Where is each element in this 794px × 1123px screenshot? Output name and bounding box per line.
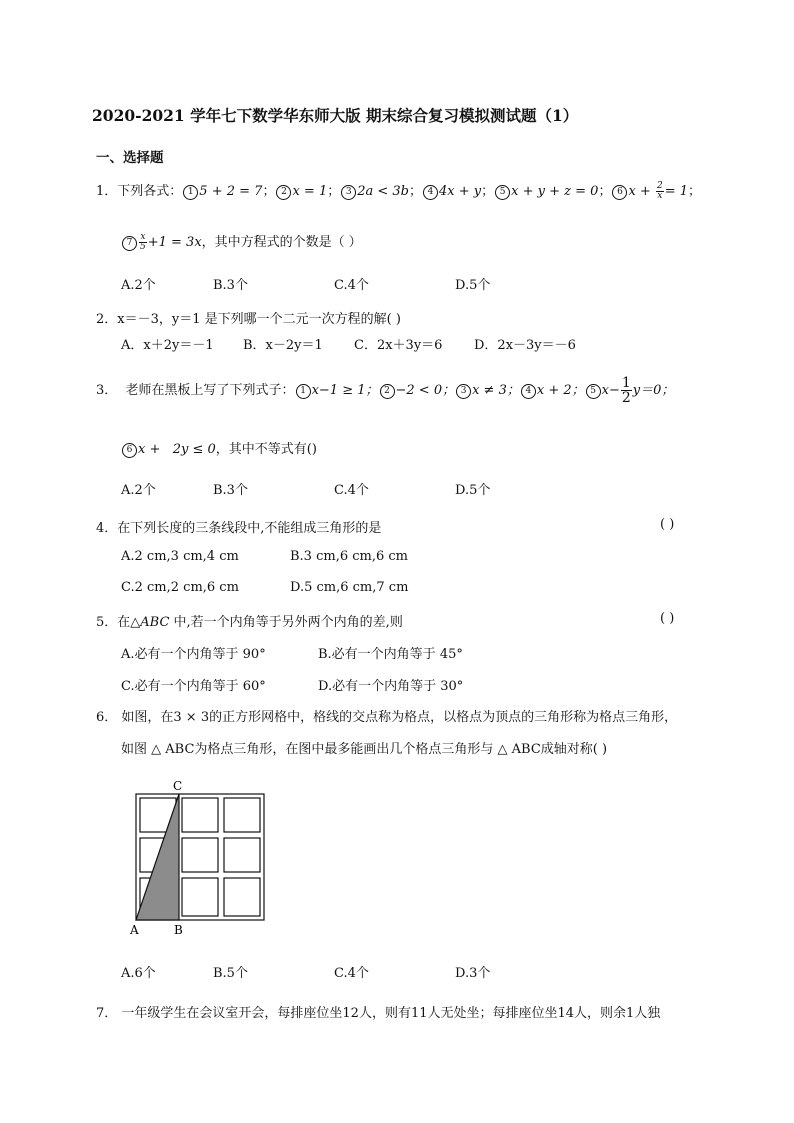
grid-cell xyxy=(182,878,218,916)
option-d[interactable]: D.5个 xyxy=(455,483,491,498)
option-c[interactable]: C.必有一个内角等于 60° xyxy=(121,679,266,694)
grid-cell xyxy=(224,878,260,916)
option-a[interactable]: A.6个 xyxy=(121,966,156,981)
page-title: 2020-2021 学年七下数学华东师大版 期末综合复习模拟测试题（1） xyxy=(92,106,579,125)
option-d[interactable]: D.5 cm,6 cm,7 cm xyxy=(290,580,409,595)
question-1-line-2: 7 $\frac{x}{5}$ +1 = 3x，其中方程式的个数是（ ） xyxy=(121,231,362,252)
fraction: $\frac{x}{5}$ xyxy=(140,232,146,252)
option-c[interactable]: C．2x＋3y＝6 xyxy=(354,338,443,353)
question-2-stem: 2．x＝－3，y＝1 是下列哪一个二元一次方程的解( ) xyxy=(96,312,401,327)
option-c[interactable]: C.4个 xyxy=(334,966,369,981)
option-d[interactable]: D.3个 xyxy=(455,966,491,981)
question-3-line-2: 6 x + 2y ≤ 0，其中不等式有() xyxy=(121,438,317,458)
question-3-line-1: 3． 老师在黑板上写了下列式子： 1 x−1 ≥ 1； 2 −2 < 0； 3 x ≠ 3； 4 x + 2； 5 x− $\frac{1}{2}$ y＝0； xyxy=(96,375,675,406)
option-a[interactable]: A.2 cm,3 cm,4 cm xyxy=(121,549,239,564)
circled-number: 1 xyxy=(296,384,311,399)
option-c[interactable]: C.2 cm,2 cm,6 cm xyxy=(121,580,239,595)
option-d[interactable]: D.必有一个内角等于 30° xyxy=(318,679,464,694)
grid-cell xyxy=(182,798,218,832)
grid-cell xyxy=(224,838,260,872)
question-6-line-2: 如图 △ ABC为格点三角形，在图中最多能画出几个格点三角形与 △ ABC成轴对称( ) xyxy=(121,742,608,757)
option-d[interactable]: D.5个 xyxy=(455,278,491,293)
option-a[interactable]: A．x＋2y＝－1 xyxy=(121,338,214,353)
option-c[interactable]: C.4个 xyxy=(334,278,369,293)
circled-number: 6 xyxy=(612,185,627,200)
circled-number: 1 xyxy=(183,185,198,200)
vertex-label-c: C xyxy=(173,779,183,793)
section-heading: 一、选择题 xyxy=(96,150,164,166)
circled-number: 4 xyxy=(423,185,438,200)
circled-number: 2 xyxy=(276,185,291,200)
question-4-stem: 4．在下列长度的三条线段中,不能组成三角形的是 xyxy=(96,521,382,536)
circled-number: 4 xyxy=(521,384,536,399)
option-b[interactable]: B．x－2y＝1 xyxy=(243,338,323,353)
answer-blank: ( ) xyxy=(660,611,675,626)
option-b[interactable]: B.3个 xyxy=(213,278,248,293)
option-a[interactable]: A.2个 xyxy=(121,483,156,498)
option-b[interactable]: B.必有一个内角等于 45° xyxy=(318,647,463,662)
answer-blank: ( ) xyxy=(660,517,675,532)
option-b[interactable]: B.3 cm,6 cm,6 cm xyxy=(290,549,408,564)
circled-number: 6 xyxy=(122,443,137,458)
circled-number: 3 xyxy=(456,384,471,399)
circled-number: 7 xyxy=(122,236,137,251)
option-a[interactable]: A.必有一个内角等于 90° xyxy=(121,647,266,662)
question-6-line-1: 6． 如图，在3 × 3的正方形网格中，格线的交点称为格点，以格点为顶点的三角形称为格点三角形， xyxy=(96,710,678,725)
shaded-triangle-abc xyxy=(136,794,179,920)
vertex-label-b: B xyxy=(174,923,183,937)
option-d[interactable]: D．2x－3y＝－6 xyxy=(474,338,576,353)
option-a[interactable]: A.2个 xyxy=(121,278,156,293)
circled-number: 2 xyxy=(380,384,395,399)
circled-number: 5 xyxy=(586,384,601,399)
grid-cell xyxy=(182,838,218,872)
option-b[interactable]: B.3个 xyxy=(213,483,248,498)
grid-figure xyxy=(126,776,276,942)
vertex-label-a: A xyxy=(130,923,139,937)
fraction: $\frac{1}{2}$ xyxy=(621,375,631,406)
circled-number: 3 xyxy=(341,185,356,200)
question-1-line-1: 1．下列各式： 1 5 + 2 = 7； 2 x = 1； 3 2a < 3b； 4 4x + y； 5 x + y + z = 0； 6 x + $\frac{2}{x}$ = 1； xyxy=(96,181,701,201)
option-b[interactable]: B.5个 xyxy=(213,966,248,981)
grid-cell xyxy=(224,798,260,832)
circled-number: 5 xyxy=(495,185,510,200)
question-5-stem: 5．在△ABC 中,若一个内角等于另外两个内角的差,则 xyxy=(96,615,403,630)
question-7-stem: 7． 一年级学生在会议室开会，每排座位坐12人，则有11人无处坐；每排座位坐14人，则余1人独 xyxy=(96,1006,661,1021)
fraction: $\frac{2}{x}$ xyxy=(656,181,663,201)
option-c[interactable]: C.4个 xyxy=(334,483,369,498)
